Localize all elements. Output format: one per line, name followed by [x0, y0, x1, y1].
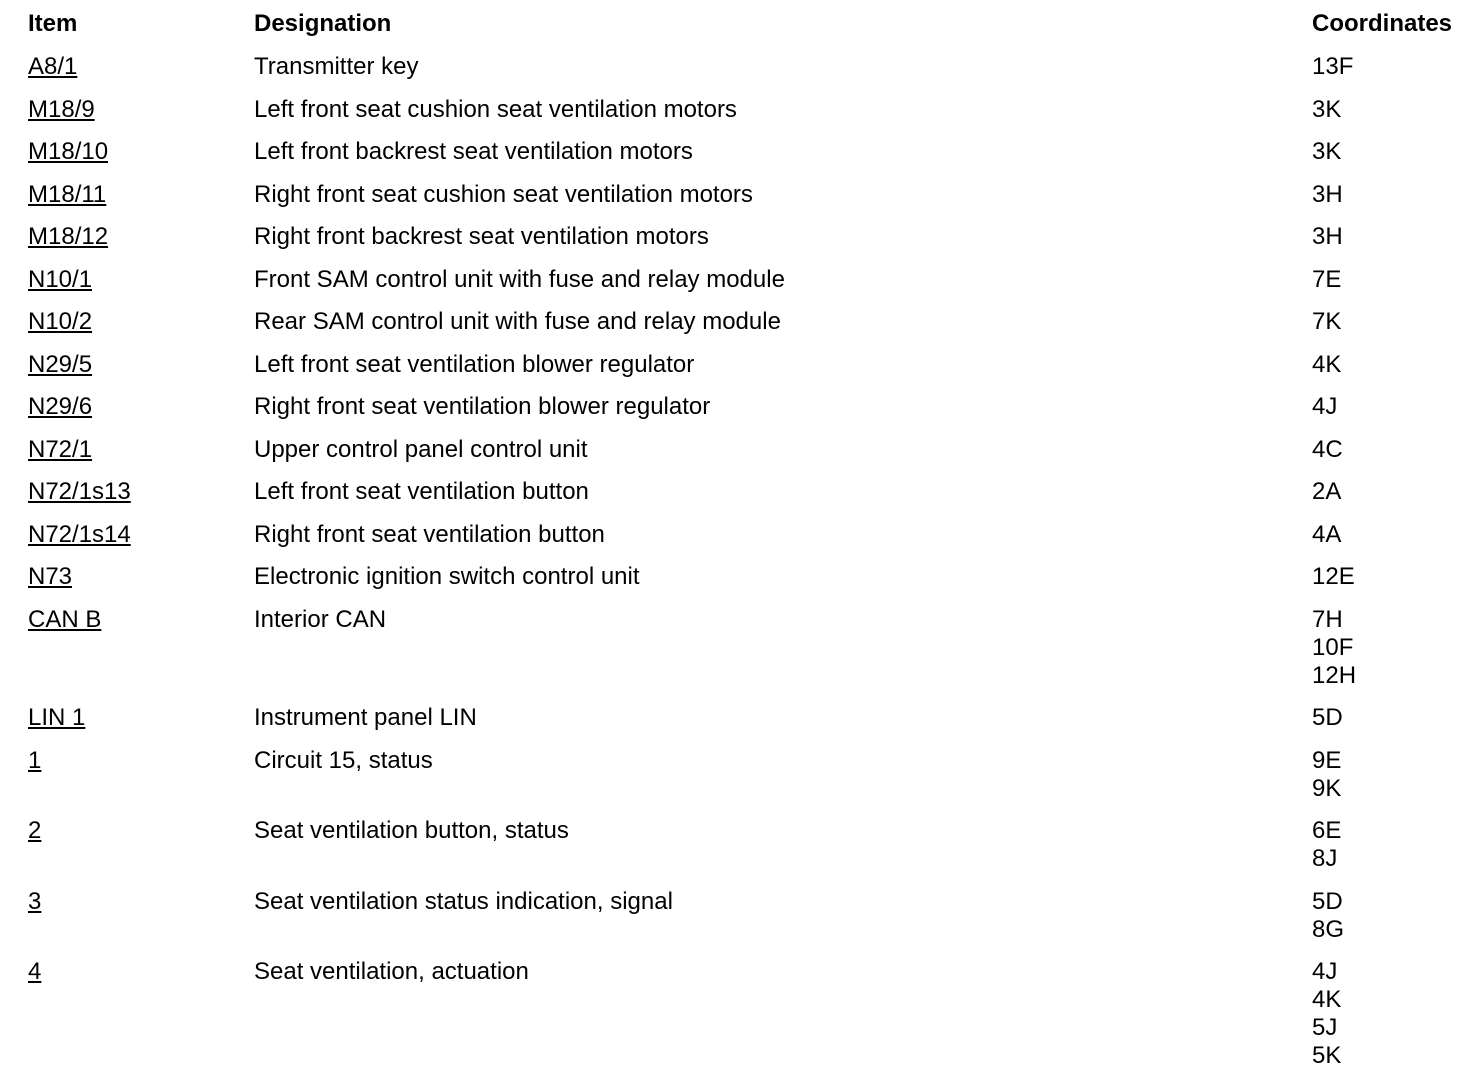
header-row	[28, 10, 1468, 53]
table-row	[28, 436, 1468, 479]
table-row	[28, 478, 1468, 521]
coordinates-cell	[1312, 308, 1468, 351]
item-cell	[28, 181, 254, 224]
designation-cell: Seat ventilation button, status	[254, 817, 569, 844]
coordinate-value: 7H	[1312, 605, 1343, 633]
item-link[interactable]: CAN B	[28, 605, 102, 633]
item-cell	[28, 817, 254, 888]
legend-table	[28, 10, 1468, 1085]
designation-cell: Left front seat ventilation button	[254, 478, 589, 505]
coordinates-column-header: Coordinates	[1312, 10, 1453, 37]
table-row	[28, 351, 1468, 394]
designation-cell: Left front backrest seat ventilation motors	[254, 138, 693, 165]
coordinate-value: 5J	[1312, 1014, 1338, 1041]
designation-cell: Upper control panel control unit	[254, 435, 588, 463]
coordinate-value: 6E	[1312, 817, 1342, 844]
coordinates-cell	[1312, 53, 1468, 96]
item-link[interactable]: M18/11	[28, 180, 107, 208]
item-cell	[28, 138, 254, 181]
item-link[interactable]: 4	[28, 958, 42, 985]
coordinates-cell	[1312, 393, 1468, 436]
item-link[interactable]: A8/1	[28, 53, 78, 80]
designation-cell: Right front backrest seat ventilation motors	[254, 223, 709, 250]
item-cell	[28, 958, 254, 1085]
coordinate-value: 7K	[1312, 308, 1342, 335]
item-link[interactable]: 1	[28, 746, 42, 774]
coordinate-value: 5K	[1312, 1042, 1342, 1069]
designation-cell: Front SAM control unit with fuse and relay module	[254, 265, 785, 293]
coordinates-cell	[1312, 888, 1468, 959]
coordinate-value: 3H	[1312, 223, 1343, 250]
designation-cell: Right front seat ventilation blower regulator	[254, 393, 711, 420]
coordinate-value: 3K	[1312, 95, 1342, 123]
coordinate-value: 8G	[1312, 915, 1345, 943]
item-cell	[28, 747, 254, 818]
table-row	[28, 704, 1468, 747]
item-link[interactable]: LIN 1	[28, 704, 86, 731]
table-body	[28, 53, 1468, 1085]
item-cell	[28, 521, 254, 564]
designation-cell: Right front seat ventilation button	[254, 520, 605, 548]
coordinates-cell	[1312, 704, 1468, 747]
coordinates-cell	[1312, 521, 1468, 564]
designation-cell: Interior CAN	[254, 605, 387, 633]
coordinate-value: 9K	[1312, 774, 1342, 802]
table-row	[28, 817, 1468, 888]
coordinate-value: 5D	[1312, 704, 1343, 731]
designation-cell: Left front seat ventilation blower regulator	[254, 350, 695, 378]
designation-cell: Right front seat cushion seat ventilation motors	[254, 180, 753, 208]
item-cell	[28, 393, 254, 436]
designation-cell: Seat ventilation, actuation	[254, 958, 529, 985]
coordinate-value: 4J	[1312, 393, 1338, 420]
coordinate-value: 4C	[1312, 435, 1343, 463]
coordinates-cell	[1312, 478, 1468, 521]
item-cell	[28, 704, 254, 747]
item-cell	[28, 436, 254, 479]
table-row	[28, 308, 1468, 351]
item-cell	[28, 351, 254, 394]
designation-cell: Left front seat cushion seat ventilation motors	[254, 95, 737, 123]
item-link[interactable]: N72/1s14	[28, 520, 131, 548]
coordinate-value: 9E	[1312, 746, 1342, 774]
coordinates-cell	[1312, 436, 1468, 479]
coordinate-value: 8J	[1312, 845, 1338, 872]
designation-cell: Seat ventilation status indication, signal	[254, 887, 673, 915]
coordinate-value: 10F	[1312, 633, 1354, 661]
table-row	[28, 606, 1468, 705]
designation-cell: Instrument panel LIN	[254, 704, 477, 731]
coordinates-cell	[1312, 817, 1468, 888]
coordinates-cell	[1312, 181, 1468, 224]
item-link[interactable]: N29/5	[28, 350, 93, 378]
item-link[interactable]: 2	[28, 817, 42, 844]
coordinates-cell	[1312, 747, 1468, 818]
item-link[interactable]: M18/10	[28, 138, 109, 165]
item-link[interactable]: N72/1	[28, 435, 93, 463]
table-row	[28, 393, 1468, 436]
item-link[interactable]: M18/9	[28, 95, 95, 123]
coordinate-value: 12H	[1312, 661, 1357, 689]
coordinate-value: 4K	[1312, 986, 1342, 1013]
table-row	[28, 181, 1468, 224]
coordinate-value: 13F	[1312, 53, 1354, 80]
item-link[interactable]: 3	[28, 887, 42, 915]
table-row	[28, 888, 1468, 959]
coordinate-value: 4J	[1312, 958, 1338, 985]
item-link[interactable]: N72/1s13	[28, 478, 131, 505]
item-link[interactable]: N10/1	[28, 265, 93, 293]
table-row	[28, 138, 1468, 181]
item-cell	[28, 96, 254, 139]
item-column-header: Item	[28, 10, 78, 37]
item-link[interactable]: M18/12	[28, 223, 109, 250]
table-row	[28, 521, 1468, 564]
item-cell	[28, 308, 254, 351]
designation-column-header: Designation	[254, 10, 392, 37]
coordinates-cell	[1312, 138, 1468, 181]
table-row	[28, 563, 1468, 606]
item-cell	[28, 563, 254, 606]
item-cell	[28, 53, 254, 96]
coordinates-cell	[1312, 96, 1468, 139]
designation-cell: Transmitter key	[254, 53, 419, 80]
coordinates-cell	[1312, 351, 1468, 394]
designation-cell: Rear SAM control unit with fuse and relay module	[254, 308, 781, 335]
table-row	[28, 747, 1468, 818]
coordinates-cell	[1312, 958, 1468, 1085]
item-cell	[28, 888, 254, 959]
coordinate-value: 4K	[1312, 350, 1342, 378]
coordinate-value: 4A	[1312, 520, 1342, 548]
coordinates-cell	[1312, 266, 1468, 309]
coordinates-cell	[1312, 606, 1468, 705]
table-row	[28, 53, 1468, 96]
coordinate-value: 7E	[1312, 265, 1342, 293]
coordinates-cell	[1312, 563, 1468, 606]
coordinate-value: 3H	[1312, 180, 1343, 208]
table-row	[28, 958, 1468, 1085]
table-row	[28, 96, 1468, 139]
item-cell	[28, 223, 254, 266]
coordinate-value: 12E	[1312, 563, 1355, 590]
coordinate-value: 5D	[1312, 887, 1343, 915]
item-link[interactable]: N10/2	[28, 308, 93, 335]
designation-cell: Electronic ignition switch control unit	[254, 563, 640, 590]
item-cell	[28, 606, 254, 705]
item-cell	[28, 266, 254, 309]
table-row	[28, 266, 1468, 309]
designation-cell: Circuit 15, status	[254, 746, 433, 774]
item-link[interactable]: N73	[28, 563, 73, 590]
item-cell	[28, 478, 254, 521]
coordinate-value: 3K	[1312, 138, 1342, 165]
item-link[interactable]: N29/6	[28, 393, 93, 420]
coordinate-value: 2A	[1312, 478, 1342, 505]
table-row	[28, 223, 1468, 266]
coordinates-cell	[1312, 223, 1468, 266]
